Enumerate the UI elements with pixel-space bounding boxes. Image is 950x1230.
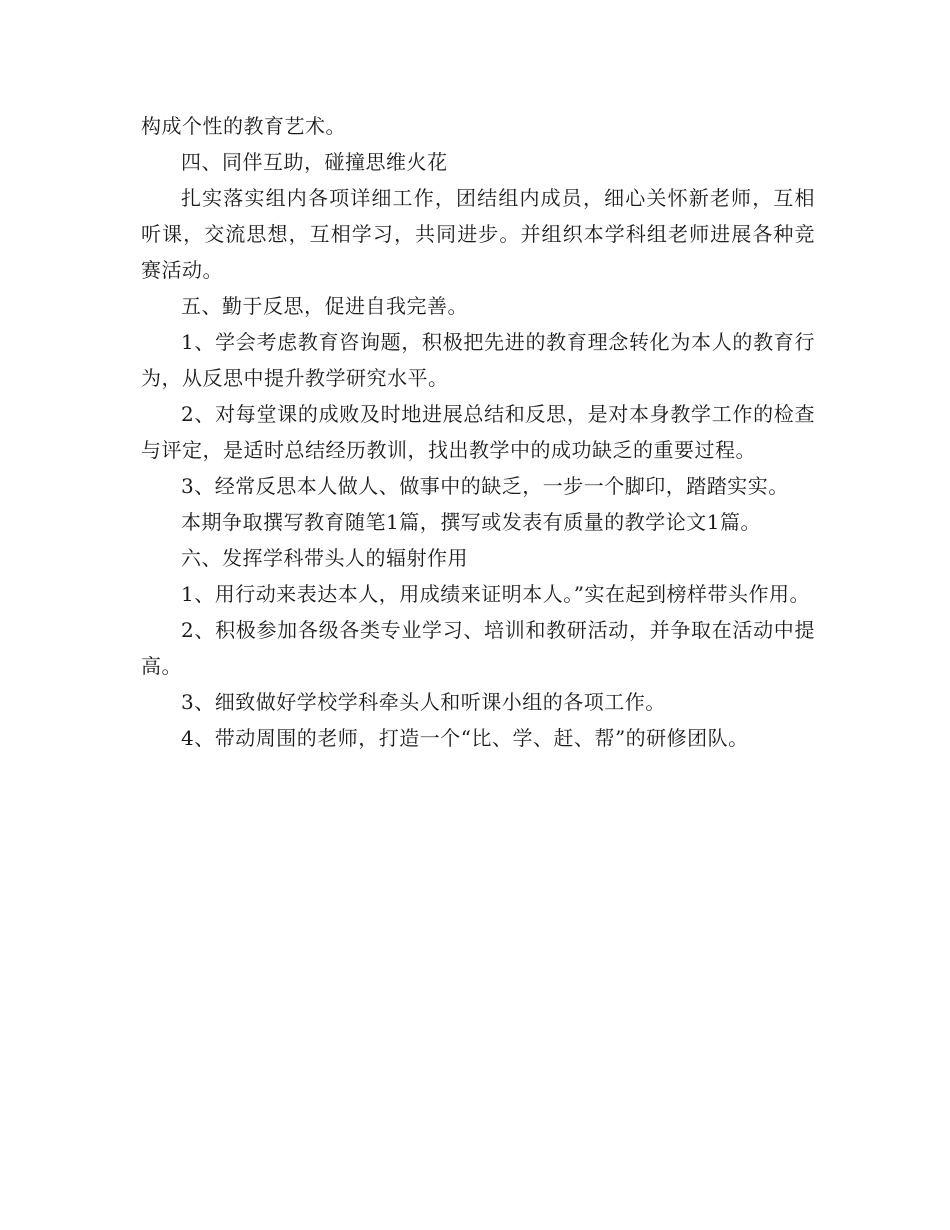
- reflection-item-2: 2、对每堂课的成败及时地进展总结和反思，是对本身教学工作的检查与评定，是适时总结经历教训，找出教学中的成功缺乏的重要过程。: [141, 402, 815, 462]
- paragraph-peer-support: 扎实落实组内各项详细工作，团结组内成员，细心关怀新老师，互相听课，交流思想，互相学习，共同进步。并组织本学科组老师进展各种竞赛活动。: [141, 186, 815, 282]
- leadership-item-4: 4、带动周围的老师，打造一个“比、学、赶、帮”的研修团队。: [181, 726, 749, 750]
- reflection-item-1: 1、学会考虑教育咨询题，积极把先进的教育理念转化为本人的教育行为，从反思中提升教学研究水平。: [141, 330, 815, 390]
- reflection-item-3: 3、经常反思本人做人、做事中的缺乏，一步一个脚印，踏踏实实。: [181, 474, 789, 498]
- writing-goal: 本期争取撰写教育随笔1篇，撰写或发表有质量的教学论文1篇。: [181, 510, 761, 534]
- leadership-item-1: 1、用行动来表达本人，用成绩来证明本人。”实在起到榜样带头作用。: [181, 582, 810, 606]
- leadership-item-2: 2、积极参加各级各类专业学习、培训和教研活动，并争取在活动中提高。: [141, 618, 815, 678]
- leadership-item-3: 3、细致做好学校学科牵头人和听课小组的各项工作。: [181, 690, 666, 714]
- paragraph-continuation: 构成个性的教育艺术。: [141, 114, 346, 138]
- section-heading-leadership: 六、发挥学科带头人的辐射作用: [181, 546, 468, 570]
- section-heading-peer-support: 四、同伴互助，碰撞思维火花: [181, 150, 448, 174]
- section-heading-reflection: 五、勤于反思，促进自我完善。: [181, 294, 468, 318]
- document-body: [141, 108, 815, 756]
